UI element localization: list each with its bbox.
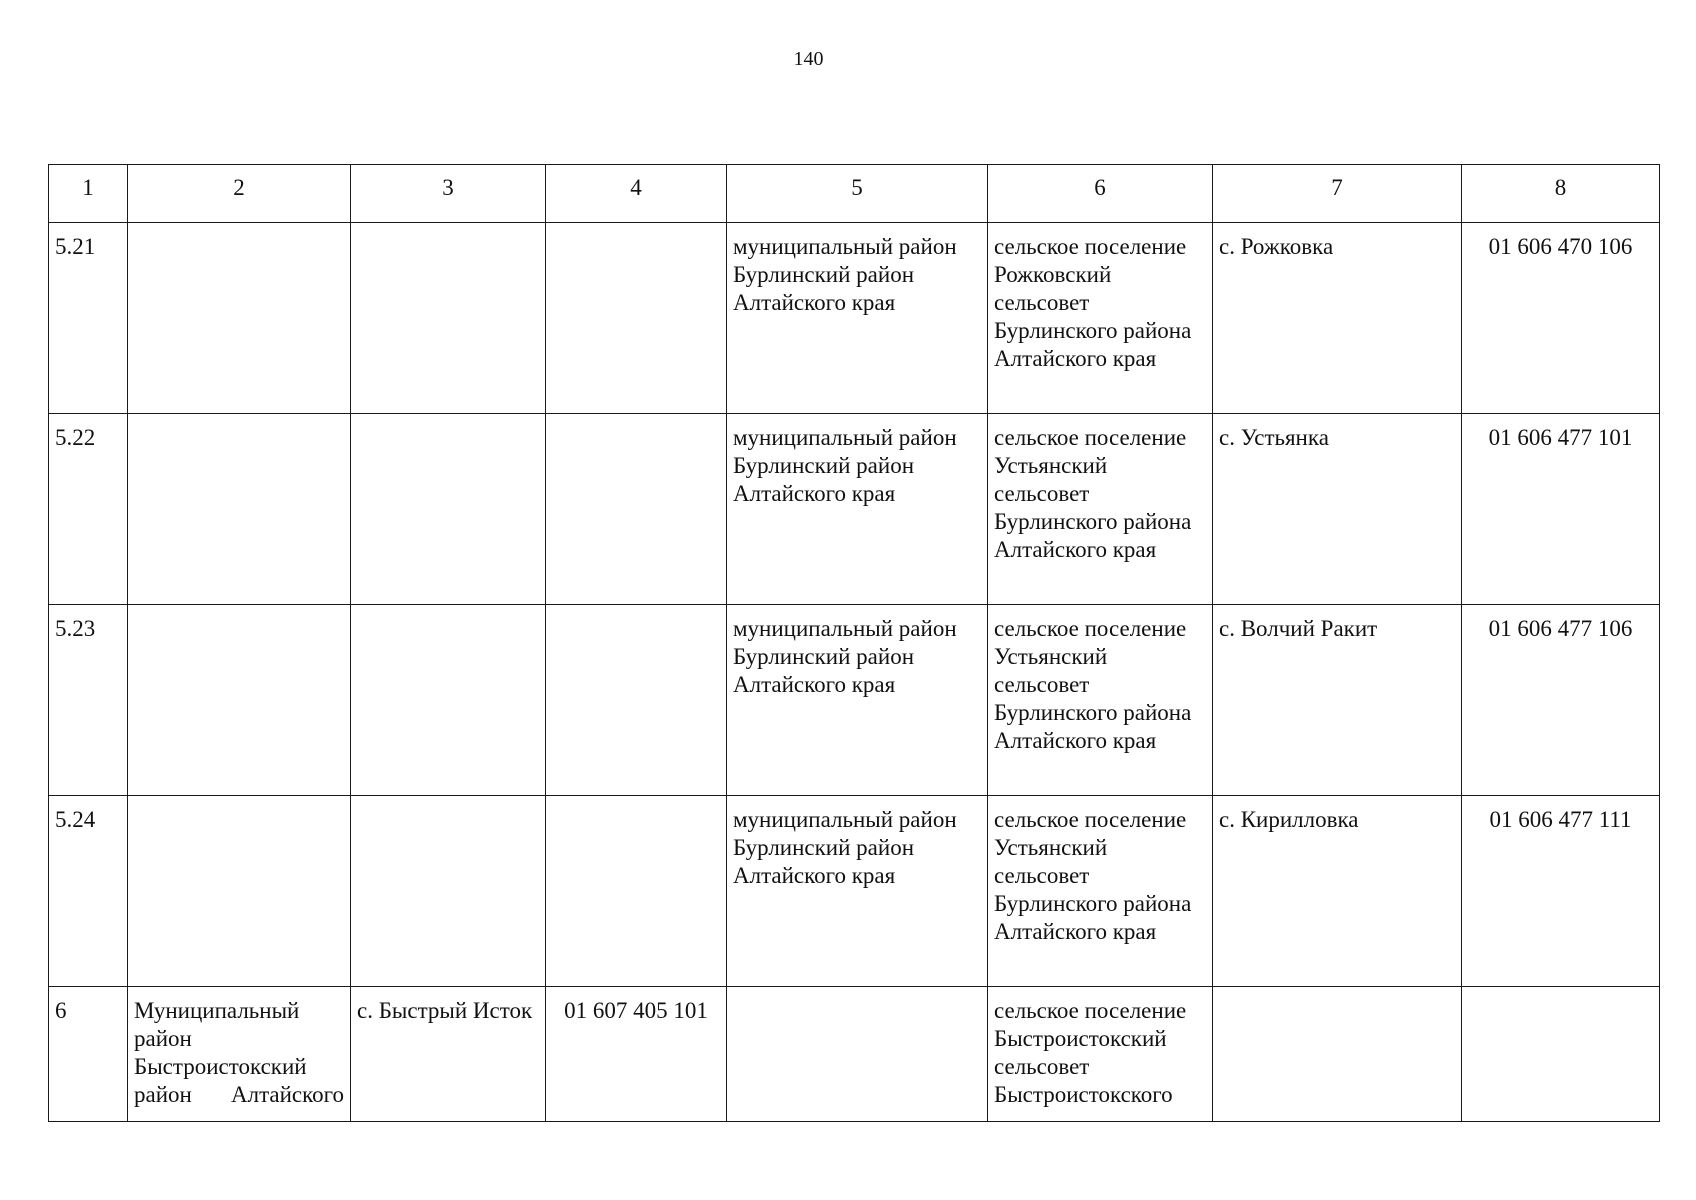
settlement-cell: сельское поселение Рожковский сельсовет Бурлинского района Алтайского края (988, 223, 1213, 414)
district-cell (128, 414, 351, 605)
column-header: 8 (1462, 165, 1660, 223)
locality-code-cell: 01 606 477 111 (1462, 796, 1660, 987)
locality-cell: с. Устьянка (1213, 414, 1462, 605)
column-header: 7 (1213, 165, 1462, 223)
column-header: 6 (988, 165, 1213, 223)
center-code-cell (546, 414, 727, 605)
center-cell (351, 796, 546, 987)
center-cell (351, 223, 546, 414)
locality-code-cell: 01 606 477 101 (1462, 414, 1660, 605)
district-cell (128, 796, 351, 987)
municipal-district-cell: муниципальный район Бурлинский район Алтайского края (727, 605, 988, 796)
locality-code-cell: 01 606 470 106 (1462, 223, 1660, 414)
district-cell (128, 605, 351, 796)
settlement-cell: сельское поселение Устьянский сельсовет Бурлинского района Алтайского края (988, 605, 1213, 796)
row-number-cell: 5.22 (49, 414, 128, 605)
municipal-district-cell (727, 987, 988, 1122)
page-number: 140 (793, 48, 824, 70)
locality-code-cell: 01 606 477 106 (1462, 605, 1660, 796)
table-header-row (49, 165, 1660, 223)
locality-cell (1213, 987, 1462, 1122)
settlement-cell: сельское поселение Устьянский сельсовет Бурлинского района Алтайского края (988, 796, 1213, 987)
column-header: 2 (128, 165, 351, 223)
registry-table (48, 164, 1660, 1122)
table-row (49, 223, 1660, 414)
municipal-district-cell: муниципальный район Бурлинский район Алтайского края (727, 414, 988, 605)
locality-cell: с. Волчий Ракит (1213, 605, 1462, 796)
center-code-cell (546, 605, 727, 796)
center-cell: с. Быстрый Исток (351, 987, 546, 1122)
column-header: 1 (49, 165, 128, 223)
district-cell: Муниципальный район Быстроистокский район Алтайского (128, 987, 351, 1122)
row-number-cell: 5.21 (49, 223, 128, 414)
municipal-district-cell: муниципальный район Бурлинский район Алтайского края (727, 223, 988, 414)
column-header: 5 (727, 165, 988, 223)
center-cell (351, 605, 546, 796)
municipal-district-cell: муниципальный район Бурлинский район Алтайского края (727, 796, 988, 987)
column-header: 4 (546, 165, 727, 223)
row-number-cell: 5.23 (49, 605, 128, 796)
district-cell (128, 223, 351, 414)
table-row (49, 605, 1660, 796)
settlement-cell: сельское поселение Устьянский сельсовет Бурлинского района Алтайского края (988, 414, 1213, 605)
table-row (49, 796, 1660, 987)
center-code-cell (546, 223, 727, 414)
row-number-cell: 5.24 (49, 796, 128, 987)
locality-cell: с. Рожковка (1213, 223, 1462, 414)
center-code-cell: 01 607 405 101 (546, 987, 727, 1122)
settlement-cell: сельское поселение Быстроистокский сельсовет Быстроистокского (988, 987, 1213, 1122)
column-header: 3 (351, 165, 546, 223)
locality-code-cell (1462, 987, 1660, 1122)
locality-cell: с. Кирилловка (1213, 796, 1462, 987)
center-cell (351, 414, 546, 605)
center-code-cell (546, 796, 727, 987)
table-row (49, 987, 1660, 1122)
row-number-cell: 6 (49, 987, 128, 1122)
table-row (49, 414, 1660, 605)
